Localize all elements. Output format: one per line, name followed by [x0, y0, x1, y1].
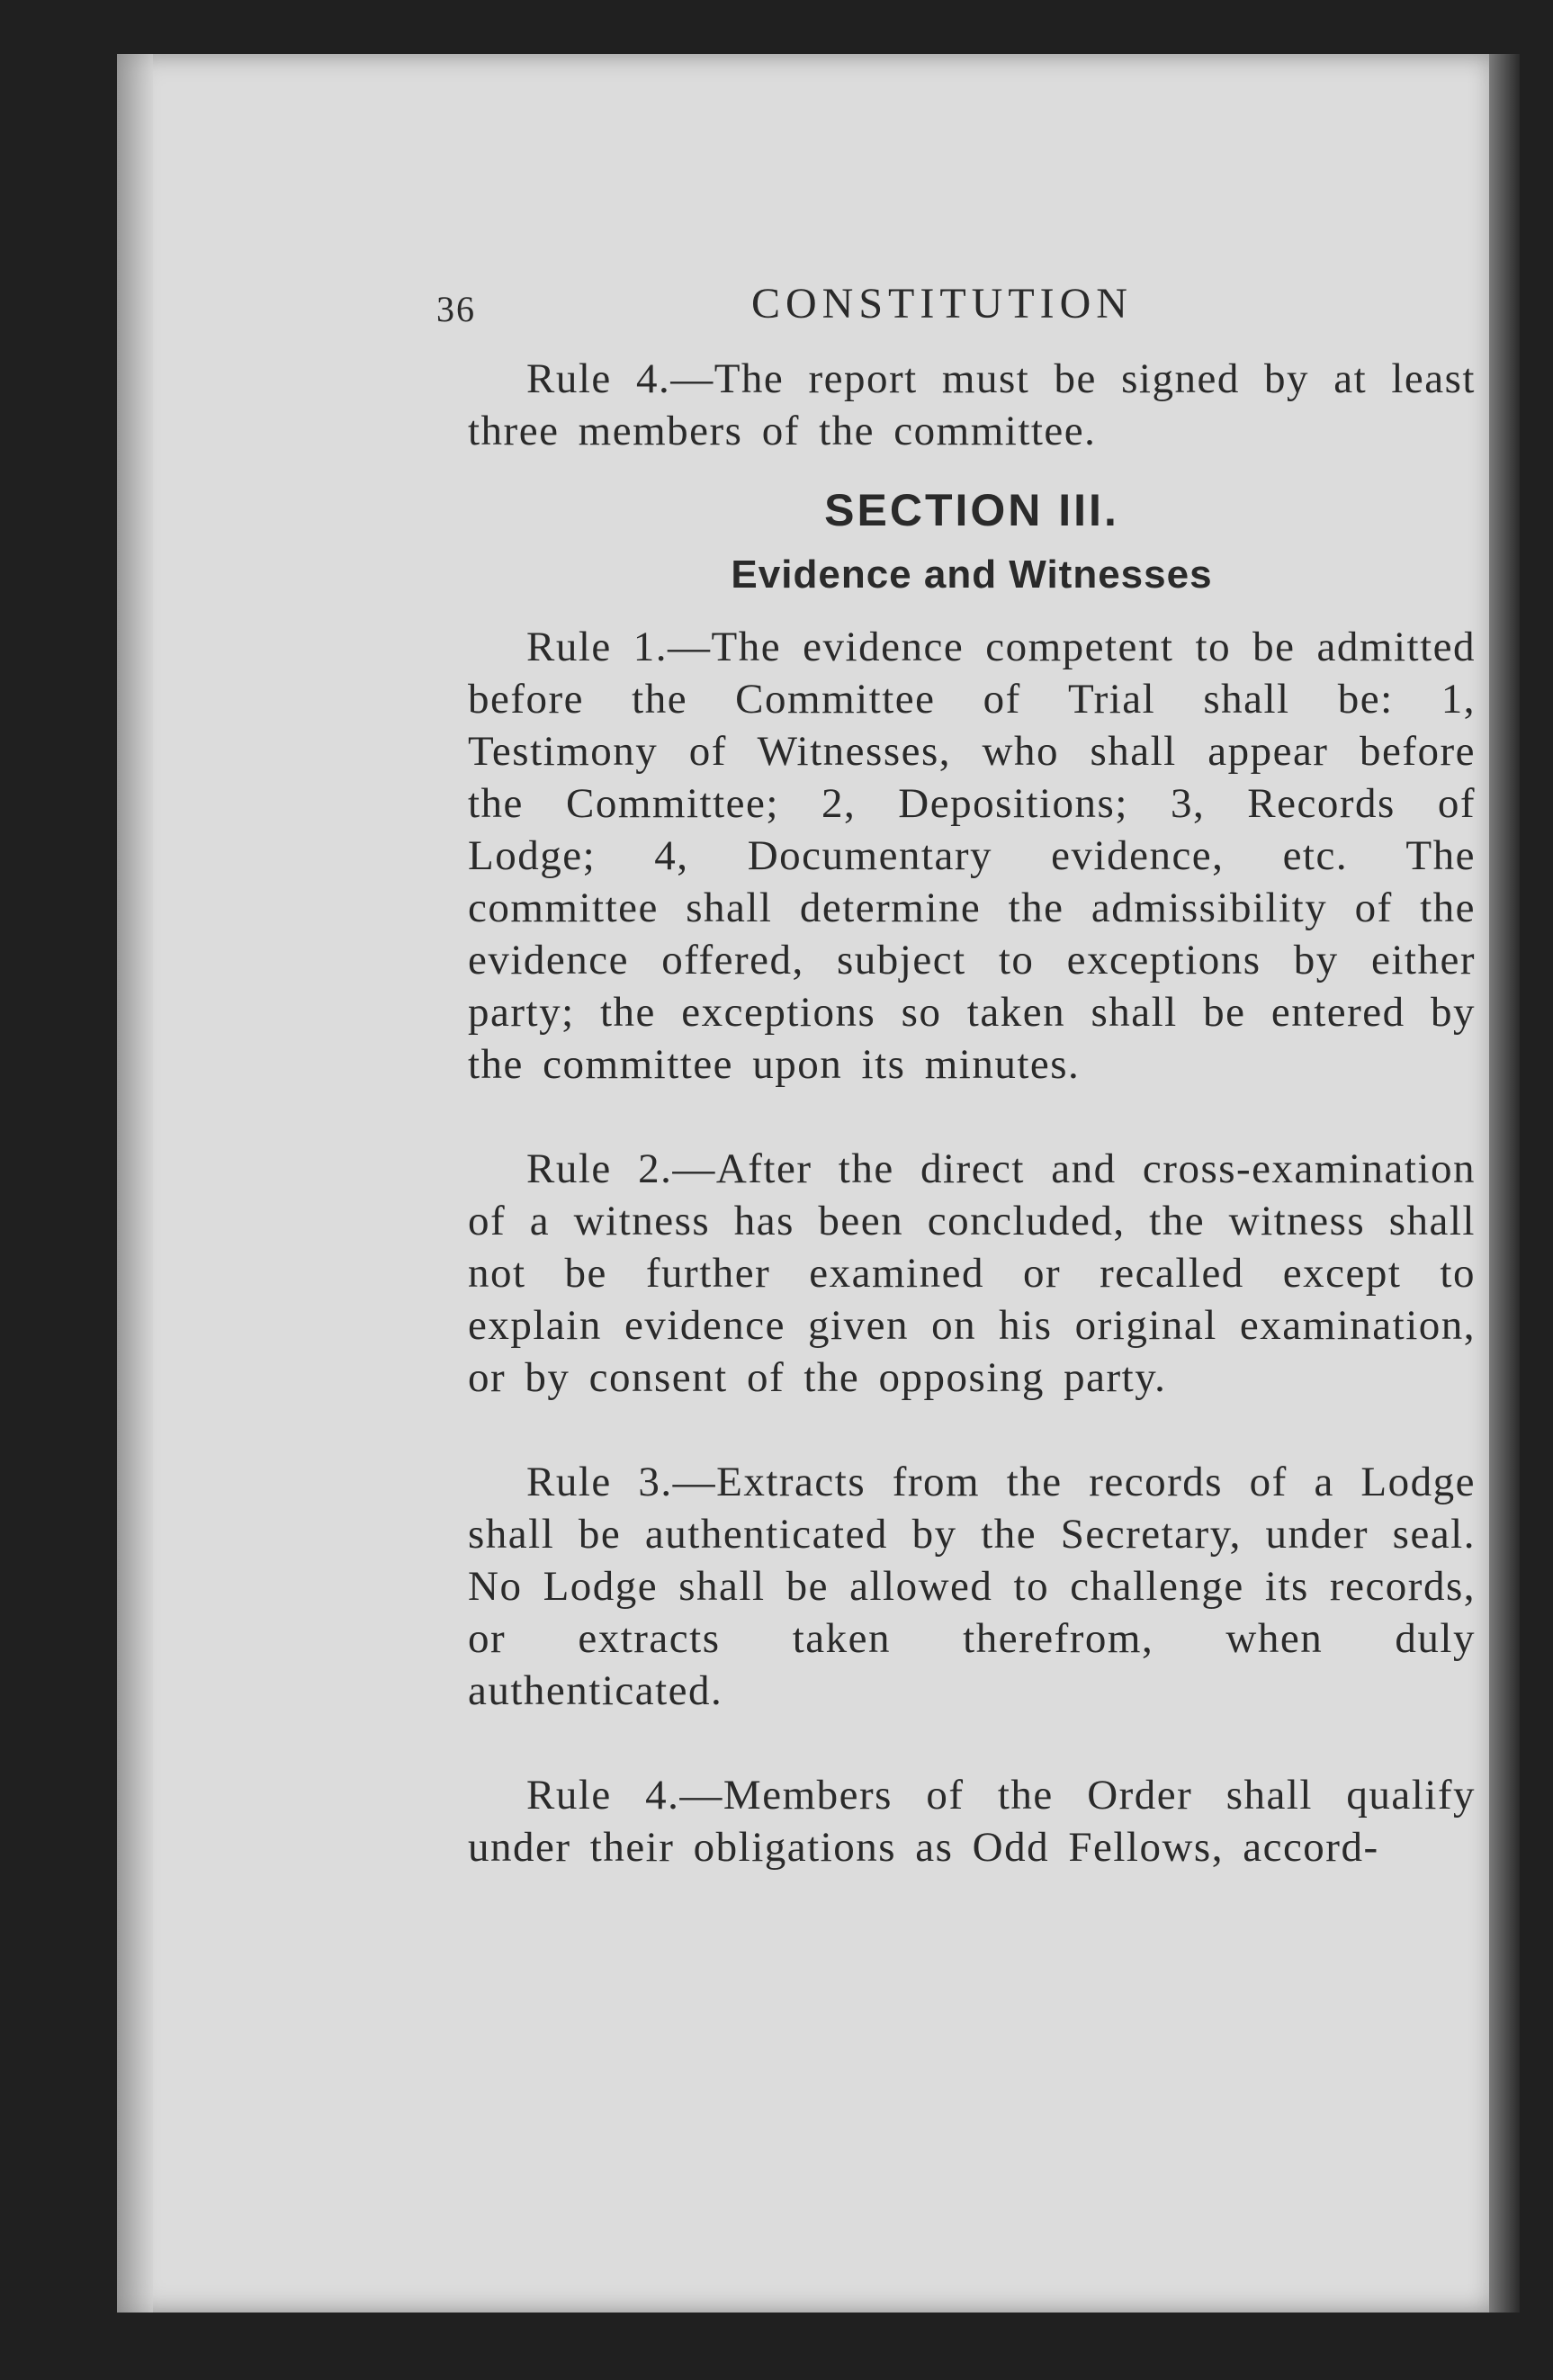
section-subheading: Evidence and Witnesses	[731, 552, 1213, 597]
rule-1: Rule 1.—The evidence competent to be admitted before the Committee of Trial shall be: 1, Testimony of Witnesses, who shall appear before the Committee; 2, Depositions; 3, Records of Lodge; 4, Documentary evidence, etc. The committee shall determine the admissibility of the evidence offered, subject to exceptions by either party; the exceptions so taken shall be entered by the committee upon its minutes.	[468, 624, 1476, 1088]
rule-3: Rule 3.—Extracts from the records of a Lodge shall be authenticated by the Secretary, under seal. No Lodge shall be allowed to challenge its records, or extracts taken therefrom, when duly authenticated.	[468, 1459, 1476, 1714]
page-header	[436, 270, 1476, 342]
page-number: 36	[436, 289, 476, 329]
section-heading: SECTION III.	[824, 485, 1119, 535]
page-gutter-shadow	[117, 54, 153, 2313]
rule-4: Rule 4.—Members of the Order shall qualify under their obligations as Odd Fellows, accord-	[468, 1772, 1476, 1871]
rule-4-previous-section: Rule 4.—The report must be signed by at least three members of the committee.	[468, 355, 1476, 454]
page-edge	[1489, 54, 1520, 2313]
page-content	[436, 270, 1476, 1873]
running-head: CONSTITUTION	[751, 280, 1133, 328]
rule-2: Rule 2.—After the direct and cross-examination of a witness has been concluded, the witness shall not be further examined or recalled except to explain evidence given on his original examination, or by consent of the opposing party.	[468, 1145, 1476, 1401]
